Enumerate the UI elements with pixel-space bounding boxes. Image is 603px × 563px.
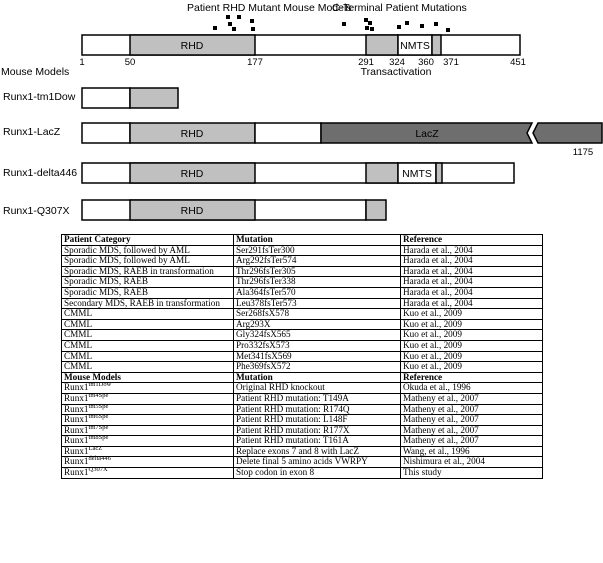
patient-category-cell: Sporadic MDS, RAEB	[62, 277, 234, 288]
patient-row	[62, 277, 543, 288]
mutation-cell: Arg292fsTer574	[234, 256, 401, 267]
mouse-model-allele: delta446	[88, 455, 111, 463]
mouse-model-cell	[62, 468, 234, 479]
header-reference: Reference	[401, 235, 543, 246]
patient-row	[62, 266, 543, 277]
position-label: 324	[389, 57, 405, 68]
reference-cell: Kuo et al., 2009	[401, 362, 543, 373]
model-label-q307x: Runx1-Q307X	[3, 205, 70, 217]
mouse-header-row	[62, 372, 543, 383]
header-mouse-models: Mouse Models	[62, 372, 234, 383]
header-reference: Reference	[401, 372, 543, 383]
mouse-model-row	[62, 383, 543, 394]
patient-category-cell: CMML	[62, 362, 234, 373]
mouse-model-allele: Q307X	[88, 466, 108, 474]
mouse-model-name: Runx1	[64, 403, 89, 414]
position-labels	[79, 57, 526, 68]
c-terminal-mutation-marker	[405, 21, 409, 25]
reference-cell: Matheny et al., 2007	[401, 393, 543, 404]
mouse-model-row	[62, 457, 543, 468]
header-patient-category: Patient Category	[62, 235, 234, 246]
model-delta446-c-terminal	[436, 163, 442, 183]
patient-row	[62, 351, 543, 362]
reference-cell: Okuda et al., 1996	[401, 383, 543, 394]
patient-category-cell: CMML	[62, 330, 234, 341]
c-terminal-mutation-marker	[434, 22, 438, 26]
patient-category-cell: Sporadic MDS, RAEB	[62, 287, 234, 298]
mutation-cell: Patient RHD mutation: R177X	[234, 425, 401, 436]
position-label: 360	[418, 57, 434, 68]
model-lacz-fusion-end	[533, 123, 602, 143]
mutation-cell: Original RHD knockout	[234, 383, 401, 394]
patient-category-cell: CMML	[62, 351, 234, 362]
mouse-model-allele: tm1Dow	[88, 381, 112, 389]
model-bar-lacz	[82, 123, 602, 143]
mutation-cell: Stop codon in exon 8	[234, 468, 401, 479]
patient-row	[62, 287, 543, 298]
patient-category-cell: CMML	[62, 340, 234, 351]
model-label-lacz: Runx1-LacZ	[3, 126, 61, 138]
patient-category-cell: Sporadic MDS, followed by AML	[62, 245, 234, 256]
mutation-cell: Patient RHD mutation: L148F	[234, 415, 401, 426]
patient-row	[62, 245, 543, 256]
model-delta446-rhd-label: RHD	[180, 168, 204, 180]
mouse-model-row	[62, 468, 543, 479]
mouse-model-cell	[62, 383, 234, 394]
c-terminal-mutation-marker	[365, 26, 369, 30]
position-label: 50	[124, 57, 136, 68]
mutation-cell: Phe369fsX572	[234, 362, 401, 373]
mouse-model-row	[62, 425, 543, 436]
patient-row	[62, 309, 543, 320]
position-label: 371	[443, 57, 459, 68]
patient-row	[62, 319, 543, 330]
model-label-delta446: Runx1-delta446	[3, 167, 78, 179]
patient-header-row	[62, 235, 543, 246]
patient-category-cell: CMML	[62, 309, 234, 320]
model-lacz-rhd-label: RHD	[180, 128, 204, 140]
c-terminal-mutation-marker	[446, 28, 450, 32]
mutation-table-body	[62, 235, 543, 479]
rhd-mutation-markers	[213, 15, 255, 31]
mouse-model-row	[62, 446, 543, 457]
mutation-cell: Ala364fsTer570	[234, 287, 401, 298]
position-label: 291	[358, 57, 374, 68]
mouse-model-row	[62, 404, 543, 415]
mutation-cell: Patient RHD mutation: R174Q	[234, 404, 401, 415]
mouse-model-allele: tm5Spe	[88, 402, 109, 410]
model-delta446-transactivation	[366, 163, 398, 183]
patient-category-cell: CMML	[62, 319, 234, 330]
model-lacz-lacz-label: LacZ	[415, 128, 439, 140]
mouse-model-row	[62, 415, 543, 426]
rhd-mutation-marker	[250, 19, 254, 23]
model-tm1dow-partial-rhd	[130, 88, 178, 108]
reference-cell: This study	[401, 468, 543, 479]
mouse-model-name: Runx1	[64, 456, 89, 467]
mutation-cell: Met341fsX569	[234, 351, 401, 362]
mutation-cell: Thr296fsTer305	[234, 266, 401, 277]
runx1-protein-bar	[82, 35, 520, 55]
c-terminal-mutation-marker	[364, 18, 368, 22]
mouse-model-name: Runx1	[64, 424, 89, 435]
c-terminal-mutation-marker	[370, 27, 374, 31]
reference-cell: Kuo et al., 2009	[401, 309, 543, 320]
mouse-model-cell	[62, 436, 234, 447]
mouse-model-name: Runx1	[64, 414, 89, 425]
mutation-cell: Leu378fsTer573	[234, 298, 401, 309]
reference-cell: Harada et al., 2004	[401, 256, 543, 267]
c-terminal-mutation-markers	[342, 18, 450, 32]
mutation-cell: Thr296fsTer338	[234, 277, 401, 288]
mouse-model-allele: tm8Spe	[88, 434, 109, 442]
rhd-mutation-marker	[251, 27, 255, 31]
mouse-models-heading: Mouse Models	[1, 66, 70, 78]
mutation-cell: Ser291fsTer300	[234, 245, 401, 256]
mutation-cell: Patient RHD mutation: T149A	[234, 393, 401, 404]
c-terminal-mutation-marker	[397, 25, 401, 29]
model-tm1dow-n-terminal	[82, 88, 130, 108]
reference-cell: Kuo et al., 2009	[401, 340, 543, 351]
mouse-model-allele: tm6Spe	[88, 413, 109, 421]
reference-cell: Harada et al., 2004	[401, 287, 543, 298]
runx1-domain-diagram	[0, 0, 603, 232]
patient-row	[62, 340, 543, 351]
mutation-cell: Delete final 5 amino acids VWRPY	[234, 457, 401, 468]
c-terminal-mutation-marker	[342, 22, 346, 26]
rhd-mutation-marker	[232, 27, 236, 31]
position-label: 451	[510, 57, 526, 68]
mouse-model-row	[62, 436, 543, 447]
mutation-table	[61, 234, 543, 479]
protein-c-terminal-domain	[432, 35, 441, 55]
patient-row	[62, 330, 543, 341]
model-bar-delta446	[82, 163, 514, 183]
reference-cell: Matheny et al., 2007	[401, 415, 543, 426]
reference-cell: Nishimura et al., 2004	[401, 457, 543, 468]
reference-cell: Harada et al., 2004	[401, 277, 543, 288]
reference-cell: Kuo et al., 2009	[401, 319, 543, 330]
patient-category-cell: Secondary MDS, RAEB in transformation	[62, 298, 234, 309]
model-lacz-linker	[255, 123, 321, 143]
c-terminal-mutation-marker	[420, 24, 424, 28]
mutation-cell: Pro332fsX573	[234, 340, 401, 351]
model-label-tm1dow: Runx1-tm1Dow	[3, 91, 76, 103]
protein-transactivation-domain	[366, 35, 398, 55]
mouse-model-name: Runx1	[64, 392, 89, 403]
mouse-model-allele: LacZ	[88, 444, 103, 452]
reference-cell: Matheny et al., 2007	[401, 404, 543, 415]
mutation-cell: Patient RHD mutation: T161A	[234, 436, 401, 447]
reference-cell: Kuo et al., 2009	[401, 330, 543, 341]
model-q307x-rhd-label: RHD	[180, 205, 204, 217]
mouse-model-name: Runx1	[64, 435, 89, 446]
mouse-model-allele: tm4Spe	[88, 391, 109, 399]
position-label: 1	[79, 57, 85, 68]
c-terminal-mutation-marker	[368, 21, 372, 25]
c-terminal-mutations-label: C-Terminal Patient Mutations	[332, 2, 467, 14]
rhd-mutation-marker	[237, 15, 241, 19]
mutation-cell: Replace exons 7 and 8 with LacZ	[234, 446, 401, 457]
mutation-cell: Arg293X	[234, 319, 401, 330]
header-mutation: Mutation	[234, 235, 401, 246]
patient-category-cell: Sporadic MDS, RAEB in transformation	[62, 266, 234, 277]
mouse-model-row	[62, 393, 543, 404]
reference-cell: Matheny et al., 2007	[401, 436, 543, 447]
reference-cell: Matheny et al., 2007	[401, 425, 543, 436]
mouse-model-name: Runx1	[64, 467, 89, 478]
protein-rhd-label: RHD	[180, 40, 204, 52]
rhd-mutation-marker	[228, 22, 232, 26]
model-lacz-end-position: 1175	[572, 147, 594, 158]
reference-cell: Harada et al., 2004	[401, 266, 543, 277]
patient-category-cell: Sporadic MDS, followed by AML	[62, 256, 234, 267]
mouse-model-name: Runx1	[64, 445, 89, 456]
reference-cell: Wang, et al., 1996	[401, 446, 543, 457]
mouse-model-cell	[62, 393, 234, 404]
reference-cell: Harada et al., 2004	[401, 245, 543, 256]
model-lacz-n-terminal	[82, 123, 130, 143]
reference-cell: Kuo et al., 2009	[401, 351, 543, 362]
model-q307x-transactivation-stub	[366, 200, 386, 220]
reference-cell: Harada et al., 2004	[401, 298, 543, 309]
transactivation-label: Transactivation	[360, 66, 432, 78]
mouse-model-cell	[62, 457, 234, 468]
model-bar-q307x	[82, 200, 386, 220]
patient-row	[62, 298, 543, 309]
position-label: 177	[247, 57, 263, 68]
patient-row	[62, 256, 543, 267]
mouse-model-cell	[62, 404, 234, 415]
rhd-mutation-marker	[226, 15, 230, 19]
mouse-model-cell	[62, 415, 234, 426]
mouse-model-name: Runx1	[64, 382, 89, 393]
rhd-mutant-models-label: Patient RHD Mutant Mouse Models	[187, 2, 352, 14]
mutation-cell: Gly324fsX565	[234, 330, 401, 341]
model-bar-tm1dow	[82, 88, 178, 108]
model-delta446-nmts-label: NMTS	[402, 168, 432, 180]
patient-row	[62, 362, 543, 373]
protein-nmts-label: NMTS	[400, 40, 430, 52]
rhd-mutation-marker	[213, 26, 217, 30]
mutation-cell: Ser268fsX578	[234, 309, 401, 320]
mouse-model-allele: tm7Spe	[88, 423, 109, 431]
header-mutation: Mutation	[234, 372, 401, 383]
